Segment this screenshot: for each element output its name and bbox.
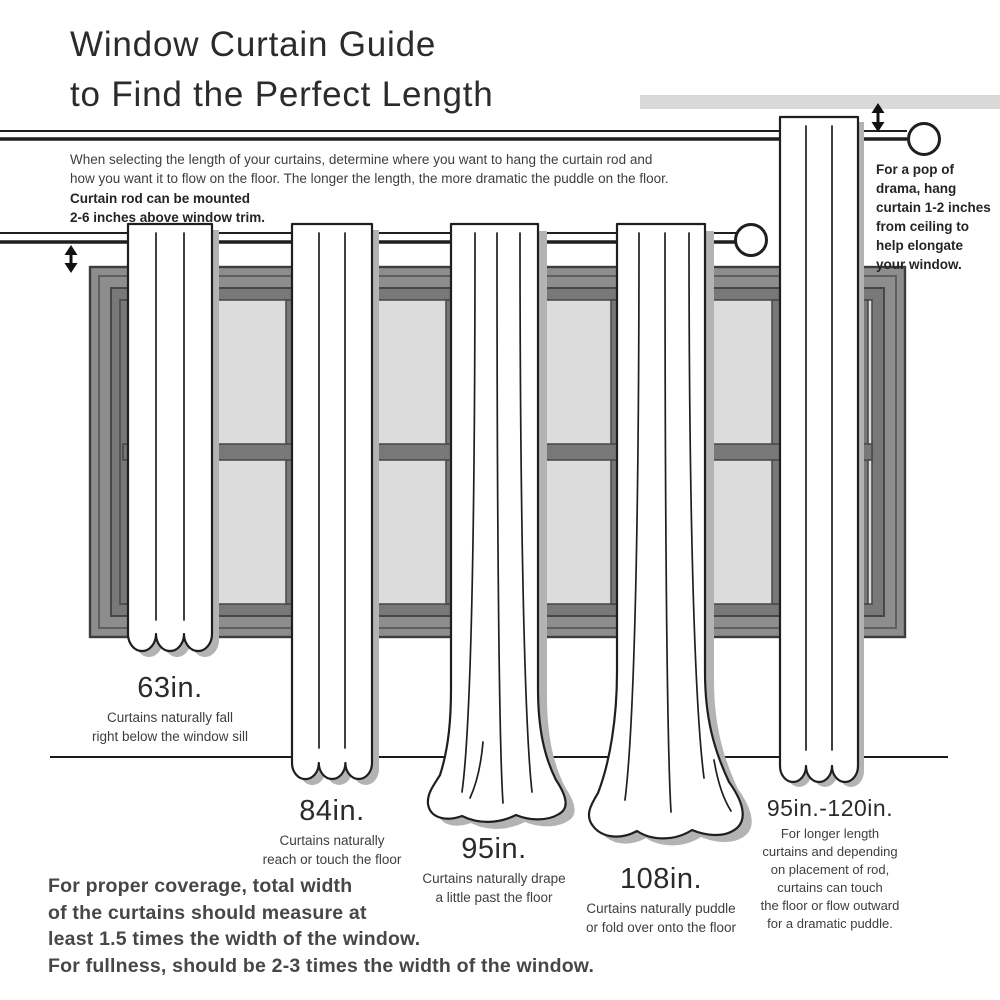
curtain-95-120in	[780, 117, 864, 787]
length-desc: Curtains naturally reach or touch the floor	[262, 833, 402, 867]
length-value: 63in.	[137, 672, 203, 704]
rod-finial-icon	[909, 124, 940, 155]
intro-line: how you want it to flow on the floor. The longer the length, the more dramatic the puddle on the floor.	[70, 171, 669, 186]
intro-line: When selecting the length of your curtains, determine where you want to hang the curtain rod and	[70, 152, 653, 167]
title-line: Window Curtain Guide	[70, 25, 437, 64]
length-label-95-120in	[728, 795, 932, 933]
coverage-line: least 1.5 times the width of the window.	[48, 928, 421, 950]
length-label-63in	[60, 672, 280, 746]
ceiling-note-line: drama, hang	[876, 181, 957, 196]
length-desc: Curtains naturally fall right below the window sill	[91, 710, 249, 744]
length-value: 108in.	[619, 863, 702, 895]
title-line: to Find the Perfect Length	[70, 75, 494, 114]
coverage-note	[48, 873, 594, 979]
length-desc: For longer length curtains and depending on placement of rod, curtains can touch the floor or flow outward for a dramatic puddle.	[760, 826, 900, 931]
ceiling-note-line: curtain 1-2 inches	[876, 200, 991, 215]
ceiling-bar	[640, 95, 1000, 109]
ceiling-note-line: your window.	[876, 257, 962, 272]
curtain-84in	[292, 224, 379, 785]
length-value: 95in.-120in.	[766, 795, 894, 821]
ceiling-note-line: For a pop of	[876, 162, 954, 177]
ceiling-hang-note	[876, 160, 991, 274]
rod-mount-note	[70, 189, 265, 227]
ceiling-note-line: help elongate	[876, 238, 964, 253]
up-down-arrow-icon	[65, 245, 78, 273]
coverage-line: For proper coverage, total width	[48, 875, 353, 897]
length-desc: Curtains naturally puddle or fold over onto the floor	[585, 901, 737, 935]
coverage-line: of the curtains should measure at	[48, 901, 367, 924]
curtain-63in	[128, 224, 219, 657]
rod-finial-icon	[736, 225, 767, 256]
ceiling-note-line: from ceiling to	[876, 219, 970, 234]
coverage-line: For fullness, should be 2-3 times the width of the window.	[48, 954, 595, 977]
rod-note-line: Curtain rod can be mounted	[70, 191, 251, 206]
length-value: 95in.	[461, 833, 527, 865]
length-value: 84in.	[299, 795, 365, 827]
intro-text	[70, 150, 669, 188]
page-title	[70, 20, 494, 120]
rod-note-line: 2-6 inches above window trim.	[70, 210, 266, 225]
length-desc: Curtains naturally drape a little past the floor	[422, 871, 566, 905]
